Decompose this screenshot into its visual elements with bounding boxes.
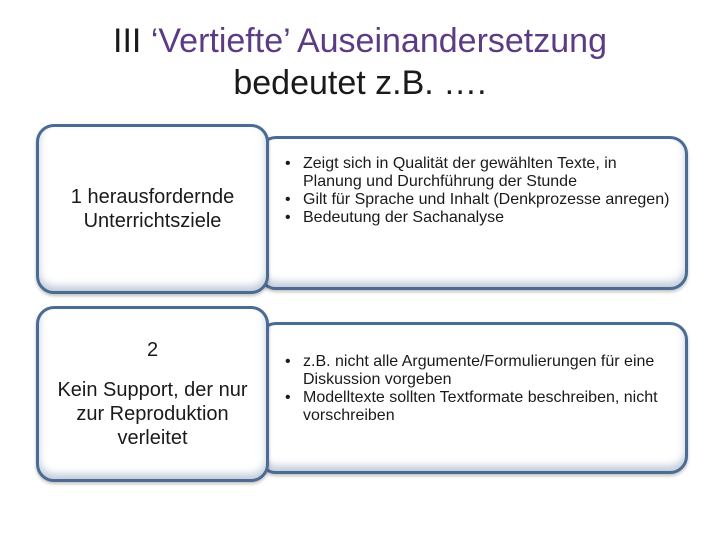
- bullet-item: • Bedeutung der Sachanalyse: [283, 209, 671, 227]
- row-1-bullet-list: [283, 155, 671, 227]
- row-1-label-box: [36, 124, 269, 294]
- row-1-label-line-2: Unterrichtsziele: [83, 210, 222, 232]
- row-1-detail-box: [258, 136, 688, 290]
- row-2-bullet-list: [283, 353, 671, 425]
- row-2-detail-box: [258, 322, 688, 474]
- bullet-item: • Zeigt sich in Qualität der gewählten Texte, in Planung und Durchführung der Stunde: [283, 155, 671, 191]
- row-1-label-line-1: 1 herausfordernde: [70, 186, 235, 208]
- row-2-number: 2: [146, 339, 159, 361]
- row-1: [36, 124, 688, 294]
- slide-title: [40, 20, 680, 104]
- row-2-label: Kein Support, der nur zur Reproduktion verleitet: [57, 379, 248, 449]
- title-accent: ‘Vertiefte’ Auseinandersetzung: [150, 22, 607, 60]
- bullet-item: • z.B. nicht alle Argumente/Formulierungen für eine Diskussion vorgeben: [283, 353, 671, 389]
- title-prefix: III: [113, 22, 151, 60]
- bullet-item: • Modelltexte sollten Textformate beschreiben, nicht vorschreiben: [283, 389, 671, 425]
- row-2-label-box: [36, 306, 269, 482]
- row-2: [36, 306, 688, 482]
- title-line2: bedeutet z.B. ….: [233, 64, 487, 102]
- bullet-item: • Gilt für Sprache und Inhalt (Denkprozesse anregen): [283, 191, 671, 209]
